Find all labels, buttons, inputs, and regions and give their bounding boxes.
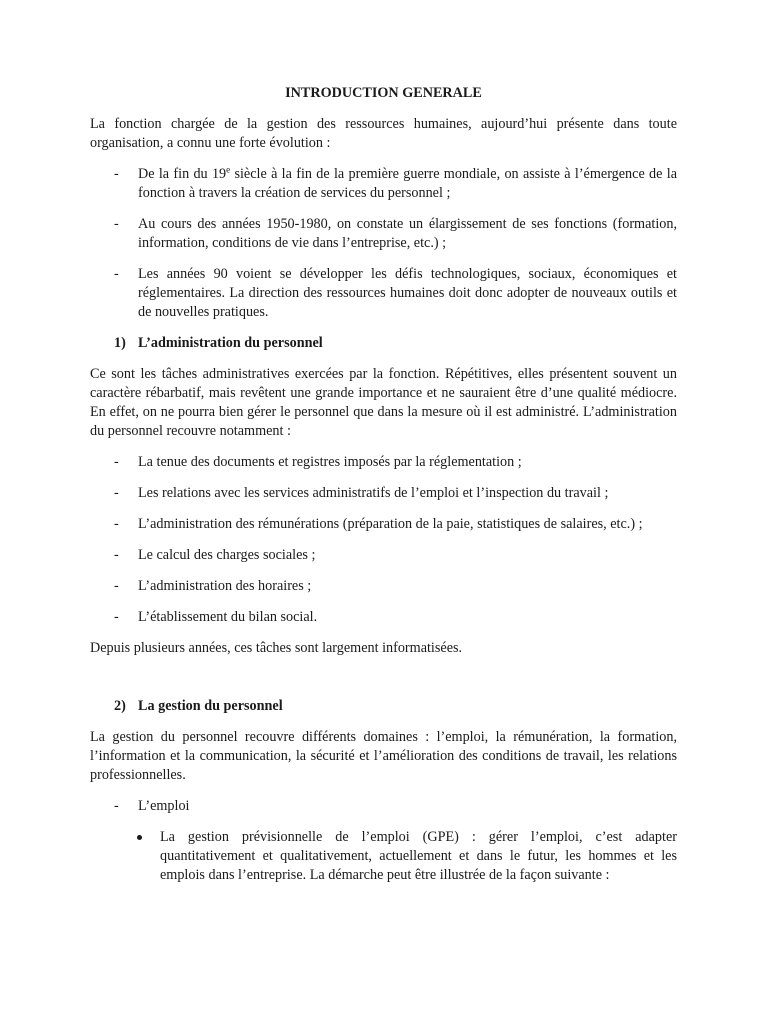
section-heading bbox=[90, 697, 677, 716]
bullet-icon bbox=[137, 835, 142, 840]
dash-marker: - bbox=[114, 516, 119, 532]
list-item-text: L’administration des rémunérations (préparation de la paie, statistiques de salaires, etc.) ; bbox=[138, 516, 643, 532]
dash-marker: - bbox=[114, 454, 119, 470]
section-heading bbox=[90, 334, 677, 353]
list-item-text bbox=[138, 166, 677, 201]
list-item bbox=[90, 215, 677, 253]
list-item bbox=[90, 608, 677, 627]
intro-paragraph: La fonction chargée de la gestion des ressources humaines, aujourd’hui présente dans toute organisation, a connu une forte évolution : bbox=[90, 116, 677, 151]
list-item-text-part: siècle à la fin de la première guerre mondiale, on assiste à l’émergence de la fonction à travers la création de services du personnel ; bbox=[138, 166, 677, 201]
evolution-list bbox=[90, 165, 677, 322]
dash-marker: - bbox=[114, 609, 119, 625]
list-item-text: L’administration des horaires ; bbox=[138, 578, 312, 594]
section-number: 1) bbox=[114, 335, 126, 351]
list-item bbox=[90, 515, 677, 534]
list-item bbox=[90, 265, 677, 322]
section-paragraph: Ce sont les tâches administratives exercées par la fonction. Répétitives, elles présentent souvent un caractère rébarbatif, mais revêtent une grande importance et ne sauraient être d’une qualité médiocre. En effet, on ne pourra bien gérer le personnel que dans la mesure où il est administré. L’administration du personnel recouvre notamment : bbox=[90, 366, 677, 439]
list-item-text-part: De la fin du 19 bbox=[138, 166, 227, 182]
administration-list bbox=[90, 453, 677, 627]
list-item-text: Au cours des années 1950-1980, on constate un élargissement de ses fonctions (formation, information, conditions de vie dans l’entreprise, etc.) ; bbox=[138, 216, 677, 251]
document-body bbox=[90, 84, 677, 897]
section-title: La gestion du personnel bbox=[138, 698, 283, 714]
list-item-text: La tenue des documents et registres imposés par la réglementation ; bbox=[138, 454, 522, 470]
list-item bbox=[90, 797, 677, 816]
section-title: L’administration du personnel bbox=[138, 335, 323, 351]
dash-marker: - bbox=[114, 547, 119, 563]
bullet-list bbox=[90, 828, 677, 885]
section-spacer bbox=[90, 670, 677, 697]
dash-marker: - bbox=[114, 485, 119, 501]
dash-marker: - bbox=[114, 798, 119, 814]
bullet-item-text: La gestion prévisionnelle de l’emploi (GPE) : gérer l’emploi, c’est adapter quantitativement et qualitativement, actuellement et dans le futur, les hommes et les emplois dans l’entreprise. La démarche peut être illustrée de la façon suivante : bbox=[160, 829, 677, 883]
list-item bbox=[90, 453, 677, 472]
dash-marker: - bbox=[114, 216, 119, 232]
bullet-item bbox=[90, 828, 677, 885]
section-paragraph: La gestion du personnel recouvre différents domaines : l’emploi, la rémunération, la formation, l’information et la communication, la sécurité et l’amélioration des conditions de travail, les relations professionnelles. bbox=[90, 729, 677, 783]
list-item bbox=[90, 546, 677, 565]
list-item-text: L’emploi bbox=[138, 798, 190, 814]
section-number: 2) bbox=[114, 698, 126, 714]
dash-marker: - bbox=[114, 166, 119, 182]
list-item-text: L’établissement du bilan social. bbox=[138, 609, 318, 625]
dash-marker: - bbox=[114, 266, 119, 282]
domain-list bbox=[90, 797, 677, 816]
list-item-text: Le calcul des charges sociales ; bbox=[138, 547, 316, 563]
closing-paragraph: Depuis plusieurs années, ces tâches sont largement informatisées. bbox=[90, 640, 463, 656]
list-item bbox=[90, 165, 677, 203]
list-item bbox=[90, 577, 677, 596]
document-title: INTRODUCTION GENERALE bbox=[285, 85, 482, 101]
list-item-text: Les relations avec les services administratifs de l’emploi et l’inspection du travail ; bbox=[138, 485, 609, 501]
list-item-text: Les années 90 voient se développer les défis technologiques, sociaux, économiques et réglementaires. La direction des ressources humaines doit donc adopter de nouveaux outils et de nouvelles pratiques. bbox=[138, 266, 677, 320]
dash-marker: - bbox=[114, 578, 119, 594]
list-item bbox=[90, 484, 677, 503]
superscript: e bbox=[226, 164, 231, 175]
